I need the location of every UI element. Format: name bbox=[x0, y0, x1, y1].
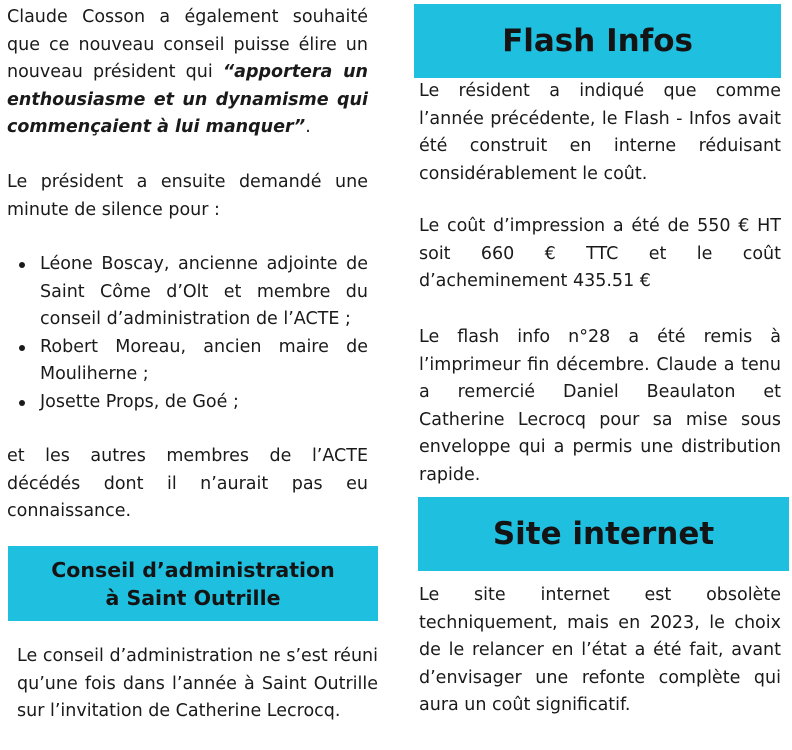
list-item bbox=[40, 251, 368, 334]
conseil-heading bbox=[8, 546, 378, 621]
conseil-paragraph: Le conseil d’administration ne s’est réuni qu’une fois dans l’année à Saint Outrille sur l’invitation de Catherine Lecrocq. bbox=[17, 646, 378, 721]
flash-infos-heading: Flash Infos bbox=[414, 4, 781, 78]
site-internet-heading: Site internet bbox=[418, 497, 789, 571]
bullet-icon bbox=[19, 345, 25, 351]
bullet-icon bbox=[19, 400, 25, 406]
tribute-list bbox=[7, 251, 368, 416]
intro-text: Claude Cosson a également souhaité que ce nouveau conseil puisse élire un nouveau président qui bbox=[7, 7, 368, 82]
president-quote: “apportera un enthousiasme et un dynamisme qui commençaient à lui manquer” bbox=[7, 62, 368, 137]
intro-paragraph bbox=[7, 4, 368, 142]
site-paragraph: Le site internet est obsolète techniquement, mais en 2023, le choix de le relancer en l’état a été fait, avant d’envisager une refonte complète qui aura un coût significatif. bbox=[419, 585, 781, 715]
list-item-text: Léone Boscay, ancienne adjointe de Saint Côme d’Olt et membre du conseil d’administration de l’ACTE ; bbox=[40, 254, 368, 329]
bullet-icon bbox=[19, 262, 25, 268]
intro-end: . bbox=[305, 117, 311, 137]
conseil-heading-line1: Conseil d’administration bbox=[51, 557, 335, 582]
list-item bbox=[40, 389, 368, 417]
silence-paragraph: Le président a ensuite demandé une minute de silence pour : bbox=[7, 172, 368, 220]
conseil-heading-line2: à Saint Outrille bbox=[105, 585, 281, 610]
flash-paragraph-1: Le résident a indiqué que comme l’année précédente, le Flash - Infos avait été construit en interne réduisant considérablement le coût. bbox=[419, 81, 781, 184]
list-item-text: Josette Props, de Goé ; bbox=[40, 391, 239, 412]
flash-paragraph-2: Le coût d’impression a été de 550 € HT soit 660 € TTC et le coût d’acheminement 435.51 € bbox=[419, 216, 781, 291]
list-item-text: Robert Moreau, ancien maire de Mouliherne ; bbox=[40, 336, 368, 384]
flash-paragraph-3: Le flash info n°28 a été remis à l’imprimeur fin décembre. Claude a tenu a remercié Daniel Beaulaton et Catherine Lecrocq pour sa mise sous enveloppe qui a permis une distribution rapide. bbox=[419, 327, 781, 485]
list-item bbox=[40, 334, 368, 389]
members-paragraph: et les autres membres de l’ACTE décédés dont il n’aurait pas eu connaissance. bbox=[7, 446, 368, 521]
